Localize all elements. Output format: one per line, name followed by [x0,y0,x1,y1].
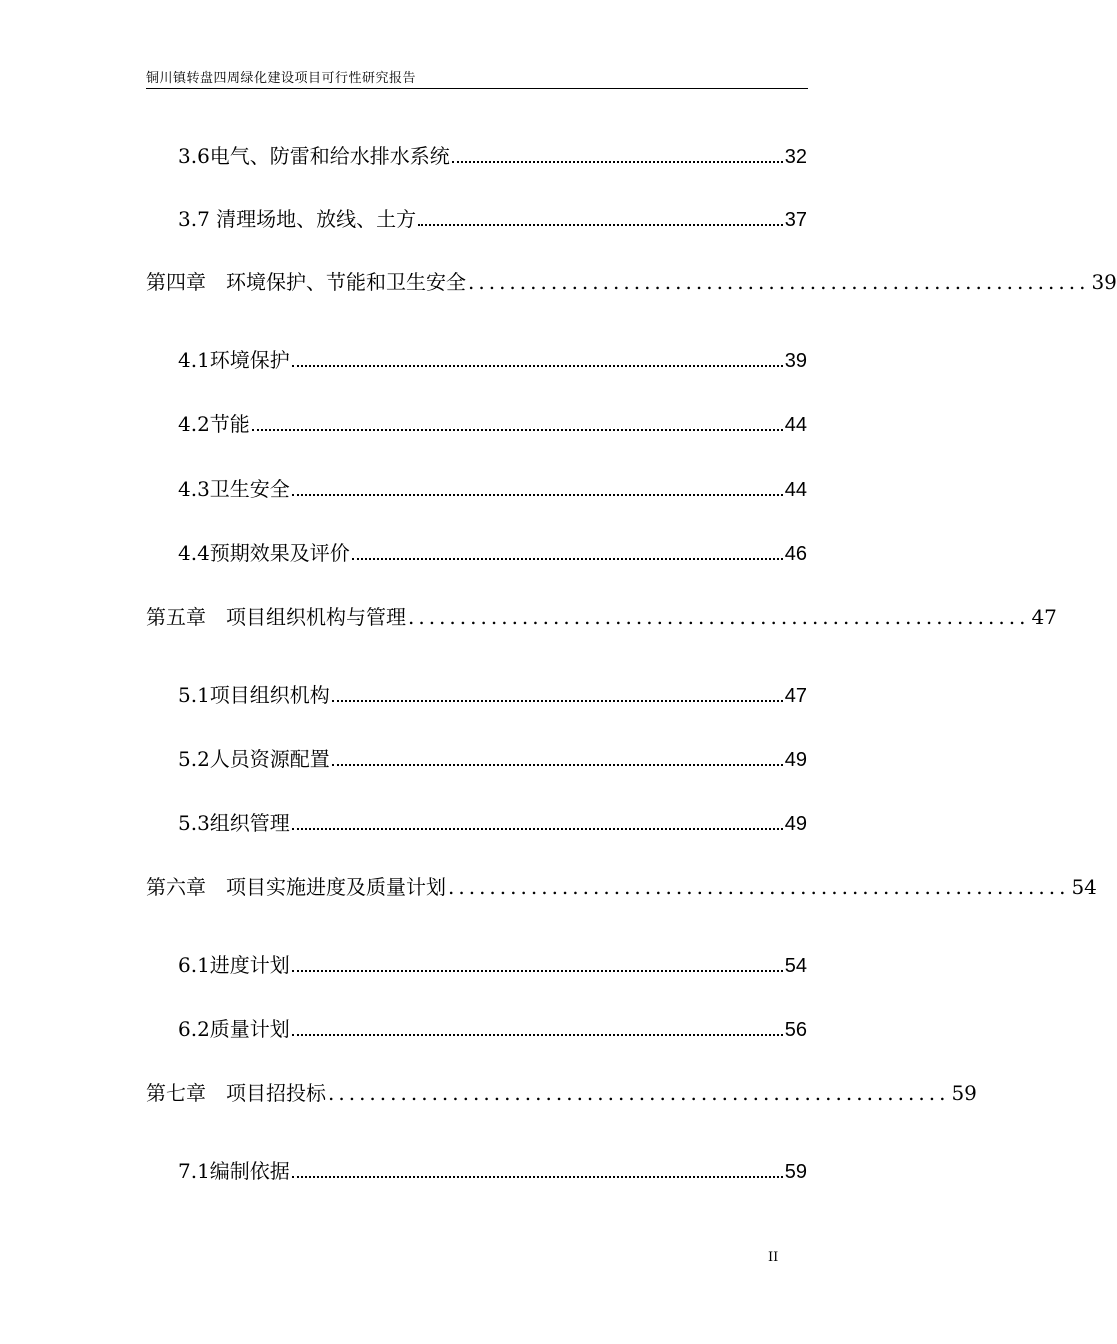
toc-leader-dots [292,969,783,972]
toc-entry-title: 3.7 清理场地、放线、土方 [178,207,417,231]
page-header [146,64,808,89]
toc-chapter-entry[interactable] [146,266,1117,295]
toc-leader-dots [352,557,783,560]
toc-entry-title: 第五章 项目组织机构与管理 [146,605,406,629]
toc-section-entry[interactable] [178,1013,807,1042]
toc-chapter-entry[interactable] [146,1077,977,1106]
toc-entry-title: 5.2人员资源配置 [178,747,330,771]
toc-entry-title: 6.1进度计划 [178,953,290,977]
toc-section-entry[interactable] [178,743,807,772]
toc-leader-dots [452,160,783,163]
toc-entry-title: 6.2质量计划 [178,1017,290,1041]
toc-leader-dots: ............................................................ [328,1081,950,1105]
toc-entry-page: 47 [1031,605,1057,629]
toc-entry-title: 4.3卫生安全 [178,477,290,501]
toc-entry-title: 第六章 项目实施进度及质量计划 [146,875,446,899]
toc-leader-dots [292,1175,783,1178]
toc-entry-page: 32 [784,146,807,168]
header-title: 铜川镇转盘四周绿化建设项目可行性研究报告 [146,71,417,86]
toc-section-entry[interactable] [178,537,807,566]
toc-section-entry[interactable] [178,679,807,708]
footer-page-number: II [768,1250,779,1265]
toc-section-entry[interactable] [178,408,807,437]
toc-entry-page: 59 [951,1081,977,1105]
toc-entry-title: 7.1编制依据 [178,1159,290,1183]
toc-section-entry[interactable] [178,949,807,978]
toc-entry-title: 第七章 项目招投标 [146,1081,326,1105]
toc-entry-page: 54 [1071,875,1097,899]
toc-entry-title: 5.3组织管理 [178,811,290,835]
toc-entry-page: 47 [784,685,807,707]
toc-leader-dots: ............................................................ [448,875,1070,899]
toc-leader-dots [292,364,783,367]
toc-section-entry[interactable] [178,473,807,502]
toc-leader-dots [252,428,783,431]
toc-leader-dots: ............................................................ [468,270,1090,294]
toc-entry-page: 44 [784,479,807,501]
toc-entry-page: 37 [784,209,807,231]
toc-entry-page: 49 [784,749,807,771]
toc-leader-dots [292,493,783,496]
toc-leader-dots [292,1033,783,1036]
toc-leader-dots [332,763,783,766]
toc-entry-page: 54 [784,955,807,977]
toc-entry-title: 第四章 环境保护、节能和卫生安全 [146,270,466,294]
toc-leader-dots: ............................................................ [408,605,1030,629]
toc-entry-page: 44 [784,414,807,436]
toc-entry-page: 39 [1091,270,1117,294]
toc-entry-page: 49 [784,813,807,835]
toc-chapter-entry[interactable] [146,601,1057,630]
toc-entry-page: 56 [784,1019,807,1041]
toc-section-entry[interactable] [178,203,807,232]
toc-leader-dots [332,699,783,702]
toc-section-entry[interactable] [178,140,807,169]
toc-entry-title: 3.6电气、防雷和给水排水系统 [178,144,450,168]
toc-section-entry[interactable] [178,344,807,373]
toc-entry-page: 59 [784,1161,807,1183]
toc-entry-title: 4.4预期效果及评价 [178,541,350,565]
toc-entry-title: 4.2节能 [178,412,250,436]
toc-entry-title: 5.1项目组织机构 [178,683,330,707]
toc-entry-page: 39 [784,350,807,372]
toc-entry-title: 4.1环境保护 [178,348,290,372]
toc-leader-dots [418,223,783,226]
toc-entry-page: 46 [784,543,807,565]
toc-section-entry[interactable] [178,807,807,836]
toc-leader-dots [292,827,783,830]
toc-chapter-entry[interactable] [146,871,1097,900]
toc-section-entry[interactable] [178,1155,807,1184]
